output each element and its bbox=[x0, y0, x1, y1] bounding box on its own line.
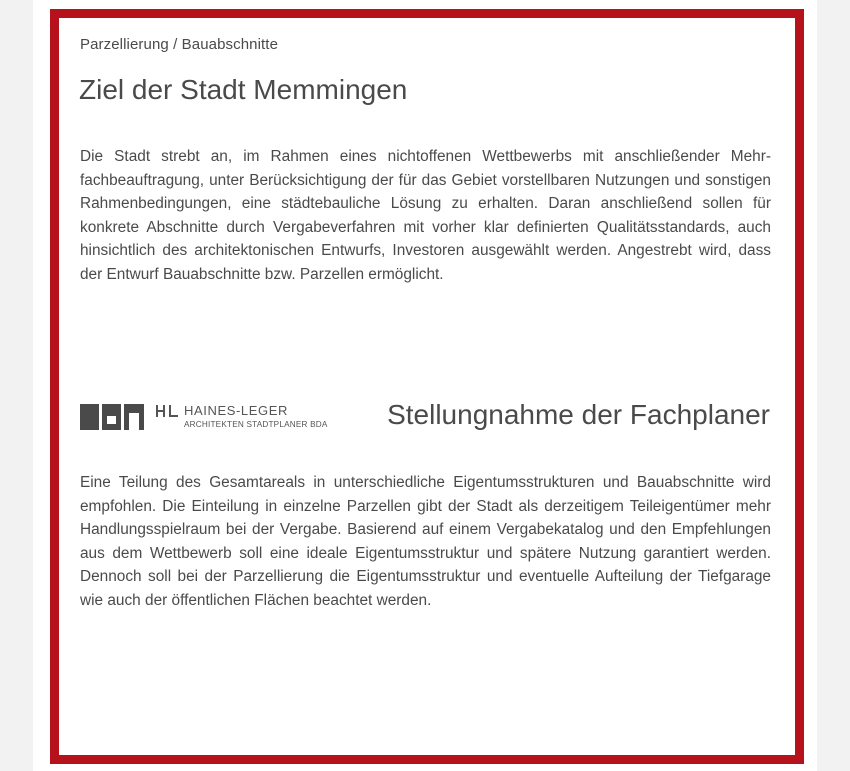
bda-logo-mark bbox=[80, 404, 144, 430]
red-frame bbox=[50, 9, 804, 764]
logo-company-name: HAINES-LEGER bbox=[184, 403, 289, 418]
section-title-statement: Stellungnahme der Fachplaner bbox=[387, 399, 770, 430]
breadcrumb: Parzellierung / Bauabschnitte bbox=[80, 36, 279, 53]
logo-company-subtitle: ARCHITEKTEN STADTPLANER BDA bbox=[184, 420, 328, 429]
company-logo bbox=[80, 404, 328, 432]
section-paragraph-statement: Eine Teilung des Gesamtareals in unterschiedliche Eigentumsstrukturen und Bauabschnitte wird empfohlen. Die Einteilung in einzelne Parzellen gibt der Stadt als derzeitigem Teileigentümer mehr Handlungsspielraum bei der Vergabe. Basierend auf einem Vergabekatalog und den Empfehlungen aus dem Wettbewerb soll eine ideale Eigentumsstruktur und spätere Nutzung garantiert werden. Dennoch soll bei der Parzellierung die Eigentumsstruktur und eventuelle Aufteilung der Tiefgarage wie auch der öffentlichen Flächen beachtet werden. bbox=[80, 474, 771, 609]
section-paragraph-goal: Die Stadt strebt an, im Rahmen eines nichtoffenen Wettbewerbs mit anschließender Mehrfachbeauftragung, unter Berücksichtigung der für das Gebiet vorstellbaren Nutzungen und sonstigen Rahmenbedingungen, eine städtebauliche Lösung zu erhalten. Daran anschließend sollen für konkrete Abschnitte durch Vergabeverfahren mit vorher klar definierten Qualitätsstandards, auch hinsichtlich des architektonischen Entwurfs, Investoren ausgewählt werden. Angestrebt wird, dass der Entwurf Bauabschnitte bzw. Parzellen ermöglicht. bbox=[80, 148, 771, 283]
section-title-goal: Ziel der Stadt Memmingen bbox=[79, 74, 408, 105]
logo-text bbox=[184, 404, 328, 430]
hl-logo-icon bbox=[156, 405, 178, 417]
